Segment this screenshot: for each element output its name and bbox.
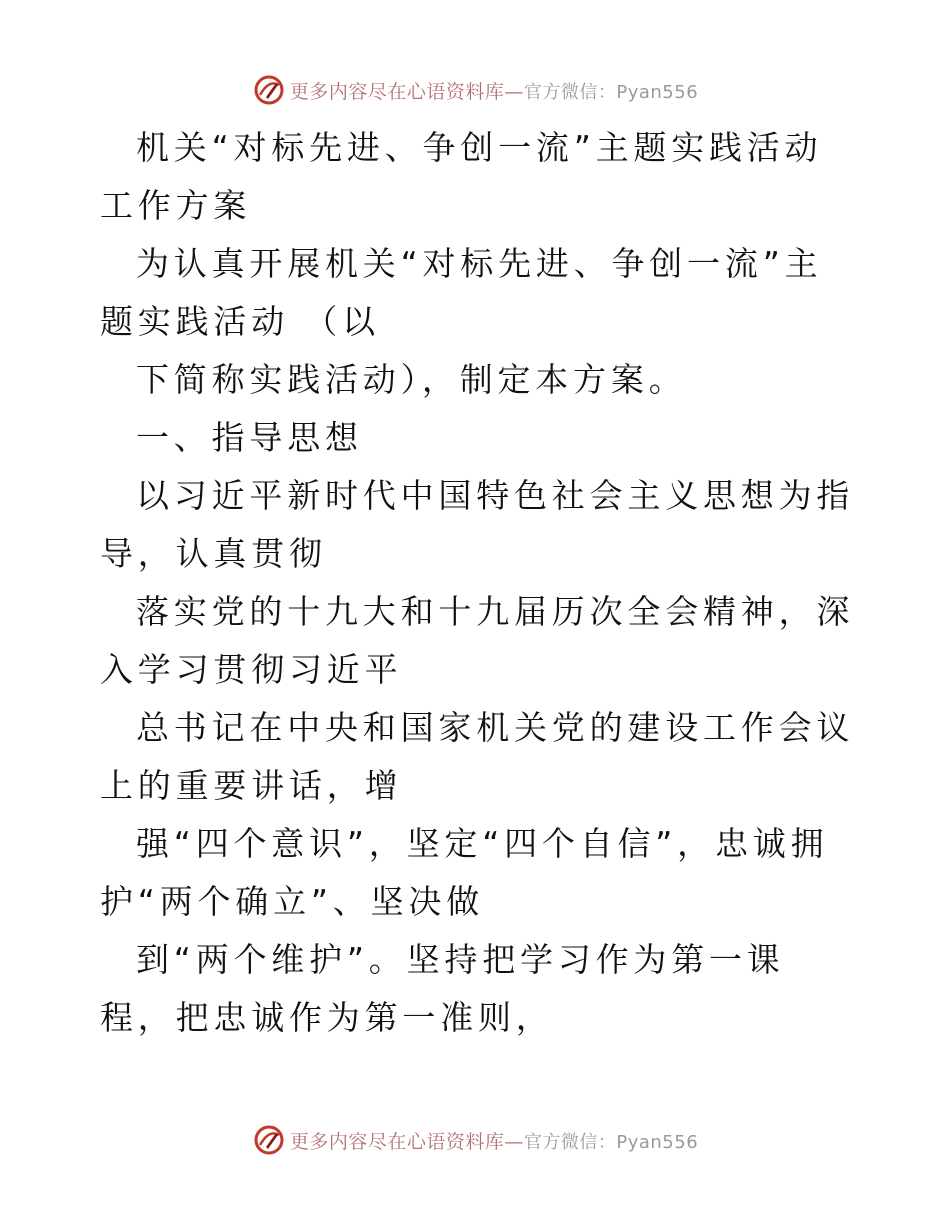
banner-text (290, 77, 698, 104)
paragraph-5: 总书记在中央和国家机关党的建设工作会议上的重要讲话，增 (100, 708, 855, 805)
banner-main-text: 更多内容尽在心语资料库 (289, 1130, 505, 1153)
banner-separator: — (504, 1130, 524, 1153)
paragraph-3: 以习近平新时代中国特色社会主义思想为指导，认真贯彻 (100, 476, 855, 573)
paragraph-7: 到“两个维护”。坚持把学习作为第一课程，把忠诚作为第一准则， (100, 940, 785, 1037)
document-body (100, 119, 860, 1047)
pen-logo-icon (252, 1123, 286, 1157)
banner-wechat-text: 官方微信：Pyan556 (523, 81, 699, 103)
pen-logo-icon (252, 73, 286, 107)
paragraph-1: 为认真开展机关“对标先进、争创一流”主题实践活动 （以 (100, 244, 823, 341)
banner-wechat-text: 官方微信：Pyan556 (523, 1131, 699, 1153)
banner-main-text: 更多内容尽在心语资料库 (289, 80, 505, 103)
section-heading: 一、指导思想 (136, 418, 363, 457)
paragraph-2: 下简称实践活动），制定本方案。 (136, 360, 687, 399)
document-title: 机关“对标先进、争创一流”主题实践活动工作方案 (100, 128, 823, 225)
banner-separator: — (504, 80, 524, 103)
paragraph-6: 强“四个意识”，坚定“四个自信”，忠诚拥护“两个确立”、坚决做 (100, 824, 829, 921)
banner-text (290, 1127, 698, 1154)
paragraph-4: 落实党的十九大和十九届历次全会精神，深入学习贯彻习近平 (100, 592, 855, 689)
header-banner (0, 70, 950, 110)
footer-banner (0, 1120, 950, 1160)
